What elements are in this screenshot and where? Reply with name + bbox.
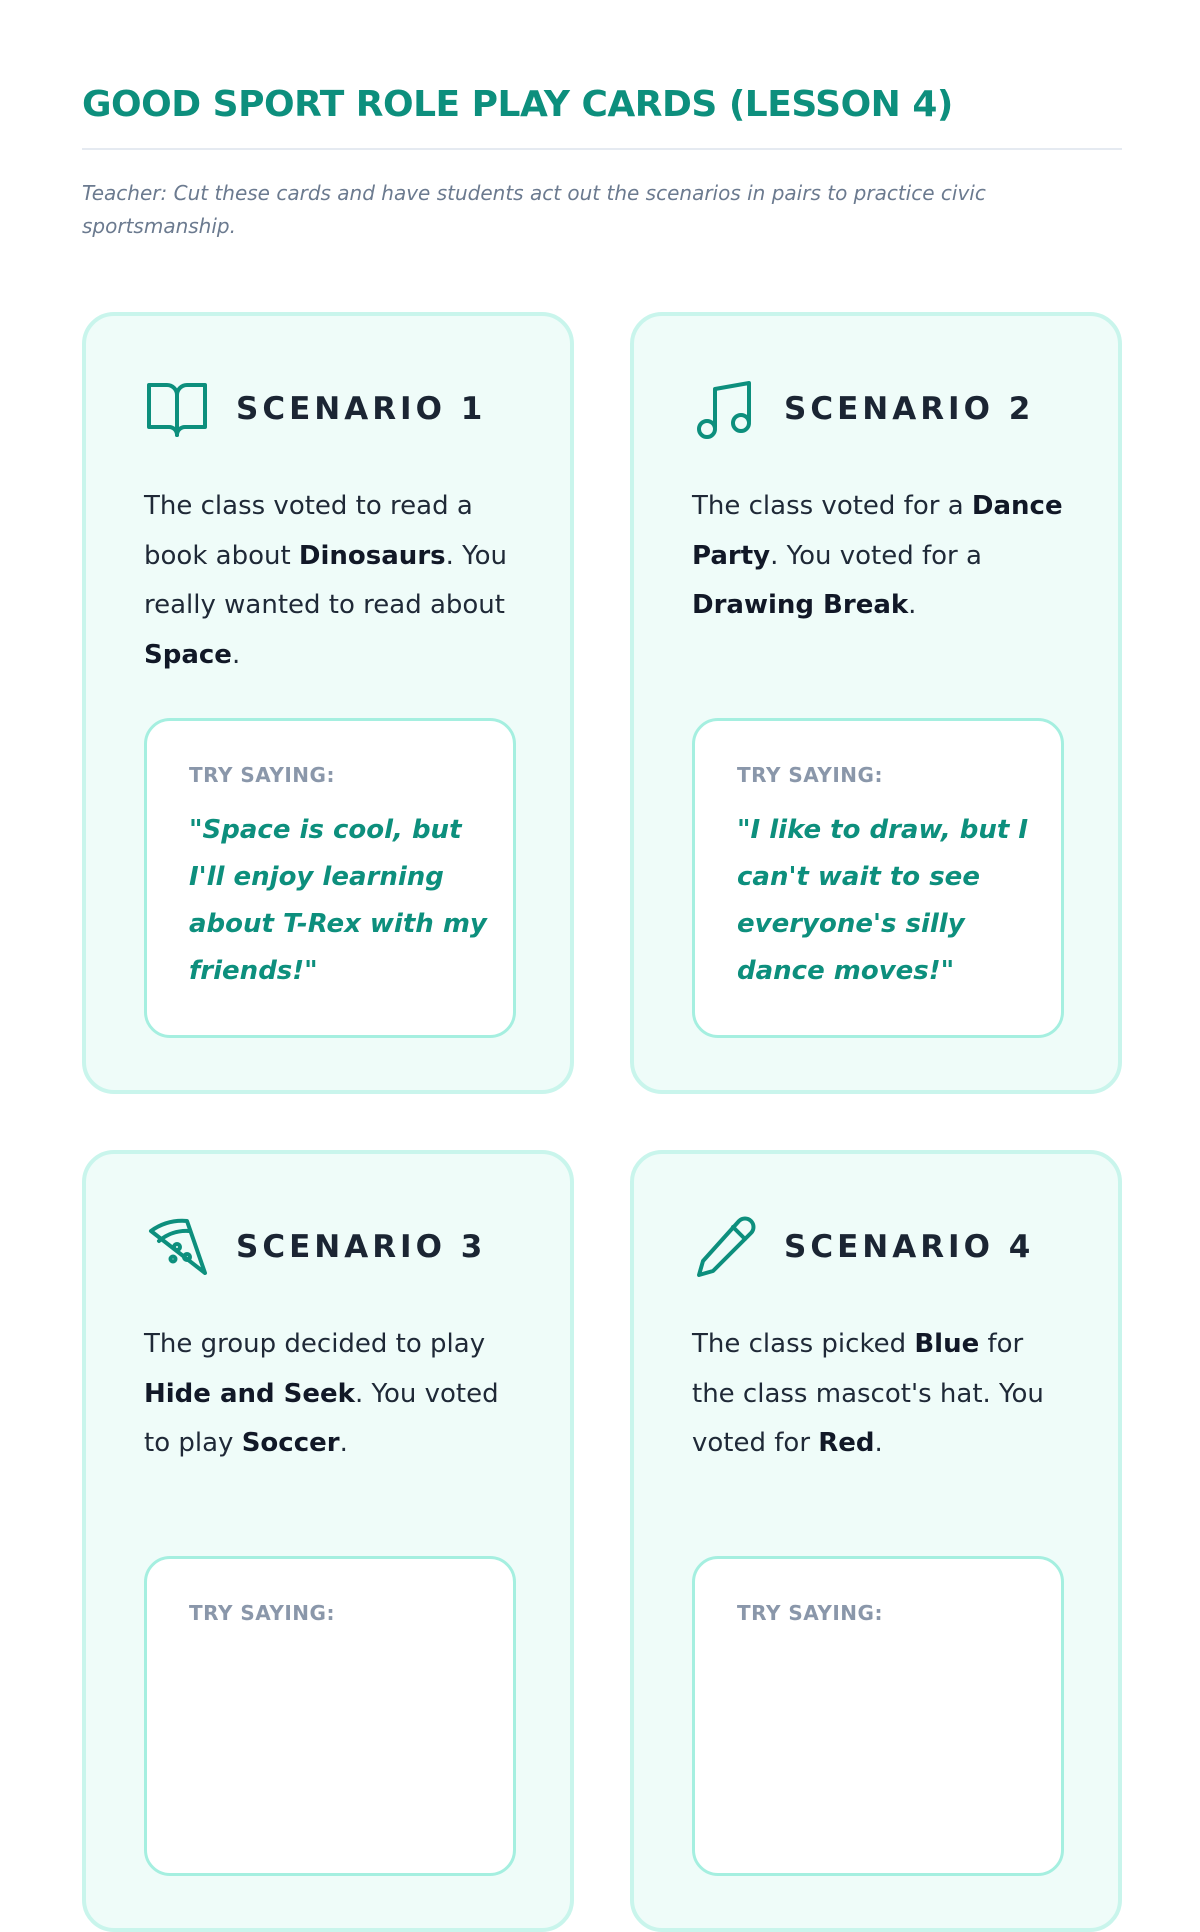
- try-saying-box: [144, 1556, 516, 1876]
- page-title: GOOD SPORT ROLE PLAY CARDS (LESSON 4): [82, 84, 953, 125]
- try-saying-label: TRY SAYING:: [189, 763, 335, 787]
- pencil-icon: [692, 1214, 758, 1280]
- emphasis-text: Soccer: [241, 1428, 340, 1458]
- scenario-card-3: [82, 1150, 574, 1932]
- emphasis-text: Red: [818, 1428, 875, 1458]
- scenario-card-2: [630, 312, 1122, 1094]
- emphasis-text: Space: [144, 639, 232, 670]
- emphasis-text: Drawing Break: [692, 590, 909, 620]
- card-header: [692, 376, 1034, 442]
- try-saying-quote: "I like to draw, but I can't wait to see everyone's silly dance moves!": [737, 815, 1029, 986]
- try-saying-label: TRY SAYING:: [189, 1601, 335, 1625]
- scenario-text: The class picked Blue for the class mascot's hat. You voted for Red.: [692, 1329, 1044, 1458]
- scenario-text: The class voted for a Dance Party. You voted for a Drawing Break.: [692, 491, 1063, 620]
- emphasis-text: Dinosaurs: [298, 540, 446, 571]
- title-divider: [82, 148, 1122, 150]
- scenario-card-4: [630, 1150, 1122, 1932]
- scenario-card-1: [82, 312, 574, 1094]
- emphasis-text: Blue: [914, 1329, 980, 1359]
- card-title: SCENARIO 2: [784, 391, 1035, 427]
- card-header: [144, 376, 486, 442]
- try-saying-box: [144, 718, 516, 1038]
- emphasis-text: Dance Party: [692, 491, 1063, 571]
- card-title: SCENARIO 3: [236, 1229, 487, 1265]
- card-header: [144, 1214, 486, 1280]
- music-note-icon: [692, 376, 758, 442]
- card-title: SCENARIO 1: [236, 391, 487, 427]
- try-saying-quote: "Space is cool, but I'll enjoy learning about T-Rex with my friends!": [189, 815, 487, 986]
- teacher-note: Teacher: Cut these cards and have students act out the scenarios in pairs to practice civic sportsmanship.: [82, 181, 986, 238]
- scenario-text: The class voted to read a book about Dinosaurs. You really wanted to read about Space.: [144, 491, 507, 670]
- card-header: [692, 1214, 1034, 1280]
- try-saying-box: [692, 1556, 1064, 1876]
- try-saying-label: TRY SAYING:: [737, 1601, 883, 1625]
- scenario-text: The group decided to play Hide and Seek. You voted to play Soccer.: [144, 1329, 499, 1458]
- emphasis-text: Hide and Seek: [144, 1378, 355, 1409]
- try-saying-label: TRY SAYING:: [737, 763, 883, 787]
- card-title: SCENARIO 4: [784, 1229, 1035, 1265]
- pizza-slice-icon: [144, 1214, 210, 1280]
- try-saying-box: [692, 718, 1064, 1038]
- book-icon: [144, 376, 210, 442]
